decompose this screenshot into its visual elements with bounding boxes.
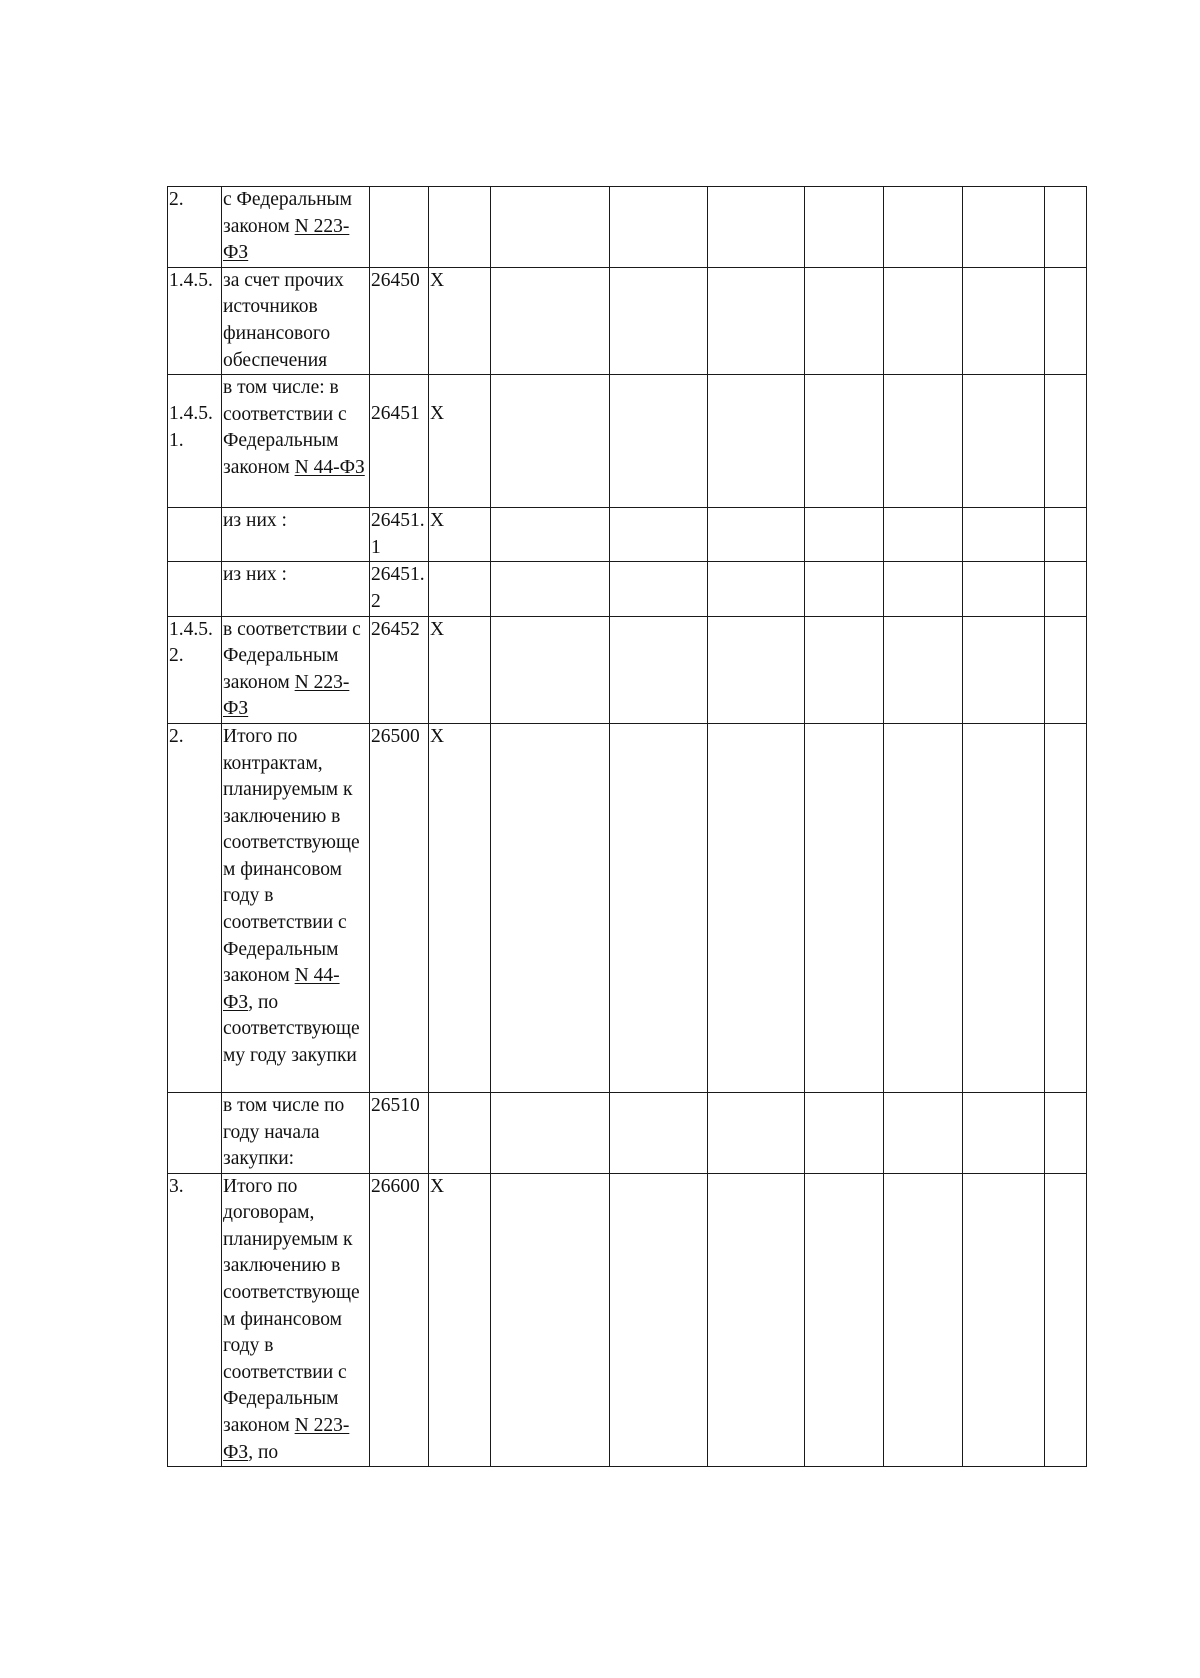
row-number-cell: 1.4.5.2.: [168, 616, 222, 723]
row-mark-cell: [429, 562, 491, 616]
row-name-cell: [222, 723, 370, 1092]
law-reference-link[interactable]: N 223-ФЗ: [223, 1415, 350, 1463]
empty-cell: [1045, 267, 1087, 374]
row-name-cell: [222, 1092, 370, 1173]
empty-cell: [963, 1173, 1045, 1467]
law-reference-link[interactable]: N 223-ФЗ: [223, 671, 350, 720]
cell-text: в соответствии с Федеральным законом: [223, 618, 361, 693]
row-code-cell: 26452: [370, 616, 429, 723]
cell-text: Итого по контрактам, планируемым к заключению в соответствующем финансовом году в соответствии с Федеральным законом: [223, 725, 360, 987]
row-name-cell: [222, 508, 370, 562]
empty-cell: [491, 1173, 610, 1467]
cell-text: в том числе по году начала закупки:: [223, 1094, 345, 1170]
empty-cell: [884, 723, 963, 1092]
empty-cell: [805, 1173, 884, 1467]
row-code-cell: 26451.1: [370, 508, 429, 562]
row-number-cell: 1.4.5.: [168, 267, 222, 374]
empty-cell: [1045, 1173, 1087, 1467]
empty-cell: [1045, 375, 1087, 508]
table-row: [168, 1092, 1087, 1173]
row-name-cell: [222, 616, 370, 723]
empty-cell: [491, 616, 610, 723]
row-mark-cell: X: [429, 508, 491, 562]
table-row: [168, 508, 1087, 562]
table-row: [168, 1173, 1087, 1467]
empty-cell: [610, 508, 708, 562]
cell-text: , по соответствующему году закупки: [223, 991, 360, 1067]
empty-cell: [491, 187, 610, 268]
data-table: [167, 186, 1087, 1467]
empty-cell: [708, 1092, 805, 1173]
empty-cell: [491, 1092, 610, 1173]
row-mark-cell: X: [429, 723, 491, 1092]
cell-text: Итого по договорам, планируемым к заключению в соответствующем финансовом году в соответствии с Федеральным законом: [223, 1175, 360, 1437]
row-code-cell: 26500: [370, 723, 429, 1092]
law-reference-link[interactable]: N 223-ФЗ: [223, 215, 350, 264]
empty-cell: [805, 187, 884, 268]
cell-text: из них :: [223, 510, 287, 532]
empty-cell: [963, 723, 1045, 1092]
empty-cell: [610, 562, 708, 616]
row-code-cell: 26450: [370, 267, 429, 374]
cell-text: в том числе: в соответствии с Федеральным законом: [223, 377, 347, 478]
row-mark-cell: [429, 187, 491, 268]
empty-cell: [610, 1092, 708, 1173]
empty-cell: [884, 1092, 963, 1173]
empty-cell: [491, 375, 610, 508]
empty-cell: [963, 187, 1045, 268]
row-name-cell: [222, 267, 370, 374]
empty-cell: [805, 562, 884, 616]
empty-cell: [963, 616, 1045, 723]
table-body: [168, 187, 1087, 1467]
empty-cell: [963, 562, 1045, 616]
empty-cell: [884, 375, 963, 508]
row-code-cell: 26600: [370, 1173, 429, 1467]
empty-cell: [708, 1173, 805, 1467]
empty-cell: [805, 616, 884, 723]
table-row: [168, 562, 1087, 616]
empty-cell: [1045, 562, 1087, 616]
row-code-cell: 26451: [370, 375, 429, 508]
row-number-cell: 2.: [168, 723, 222, 1092]
empty-cell: [708, 375, 805, 508]
empty-cell: [1045, 187, 1087, 268]
cell-text: с Федеральным законом: [223, 189, 352, 237]
empty-cell: [805, 723, 884, 1092]
row-number-cell: 2.: [168, 187, 222, 268]
row-name-cell: [222, 187, 370, 268]
row-mark-cell: X: [429, 616, 491, 723]
empty-cell: [1045, 723, 1087, 1092]
empty-cell: [884, 508, 963, 562]
cell-text: , по: [248, 1441, 279, 1463]
row-number-cell: [168, 508, 222, 562]
empty-cell: [708, 616, 805, 723]
table-row: [168, 375, 1087, 508]
row-code-cell: 26451.2: [370, 562, 429, 616]
empty-cell: [963, 267, 1045, 374]
row-name-cell: [222, 562, 370, 616]
empty-cell: [610, 375, 708, 508]
cell-text: из них :: [223, 564, 287, 586]
empty-cell: [1045, 1092, 1087, 1173]
row-mark-cell: X: [429, 267, 491, 374]
row-name-cell: [222, 375, 370, 508]
row-number-cell: [168, 1092, 222, 1173]
empty-cell: [805, 267, 884, 374]
empty-cell: [805, 1092, 884, 1173]
empty-cell: [491, 723, 610, 1092]
row-number-cell: 3.: [168, 1173, 222, 1467]
law-reference-link[interactable]: N 44-ФЗ: [294, 456, 365, 478]
empty-cell: [805, 375, 884, 508]
empty-cell: [610, 1173, 708, 1467]
empty-cell: [884, 1173, 963, 1467]
empty-cell: [884, 616, 963, 723]
empty-cell: [708, 508, 805, 562]
empty-cell: [491, 562, 610, 616]
empty-cell: [1045, 508, 1087, 562]
table-row: [168, 723, 1087, 1092]
row-name-cell: [222, 1173, 370, 1467]
table-row: [168, 267, 1087, 374]
row-mark-cell: X: [429, 375, 491, 508]
empty-cell: [610, 267, 708, 374]
row-mark-cell: [429, 1092, 491, 1173]
row-code-cell: [370, 187, 429, 268]
empty-cell: [1045, 616, 1087, 723]
empty-cell: [805, 508, 884, 562]
empty-cell: [491, 267, 610, 374]
empty-cell: [610, 187, 708, 268]
row-code-cell: 26510: [370, 1092, 429, 1173]
row-number-cell: [168, 562, 222, 616]
row-number-cell: 1.4.5.1.: [168, 375, 222, 508]
empty-cell: [708, 267, 805, 374]
empty-cell: [963, 1092, 1045, 1173]
empty-cell: [963, 508, 1045, 562]
cell-text: за счет прочих источников финансового обеспечения: [223, 269, 344, 371]
empty-cell: [884, 187, 963, 268]
empty-cell: [708, 562, 805, 616]
law-reference-link[interactable]: N 44-ФЗ: [223, 965, 340, 1013]
empty-cell: [708, 723, 805, 1092]
row-mark-cell: X: [429, 1173, 491, 1467]
empty-cell: [610, 616, 708, 723]
empty-cell: [884, 267, 963, 374]
empty-cell: [610, 723, 708, 1092]
empty-cell: [708, 187, 805, 268]
empty-cell: [963, 375, 1045, 508]
empty-cell: [884, 562, 963, 616]
table-row: [168, 616, 1087, 723]
empty-cell: [491, 508, 610, 562]
table-row: [168, 187, 1087, 268]
